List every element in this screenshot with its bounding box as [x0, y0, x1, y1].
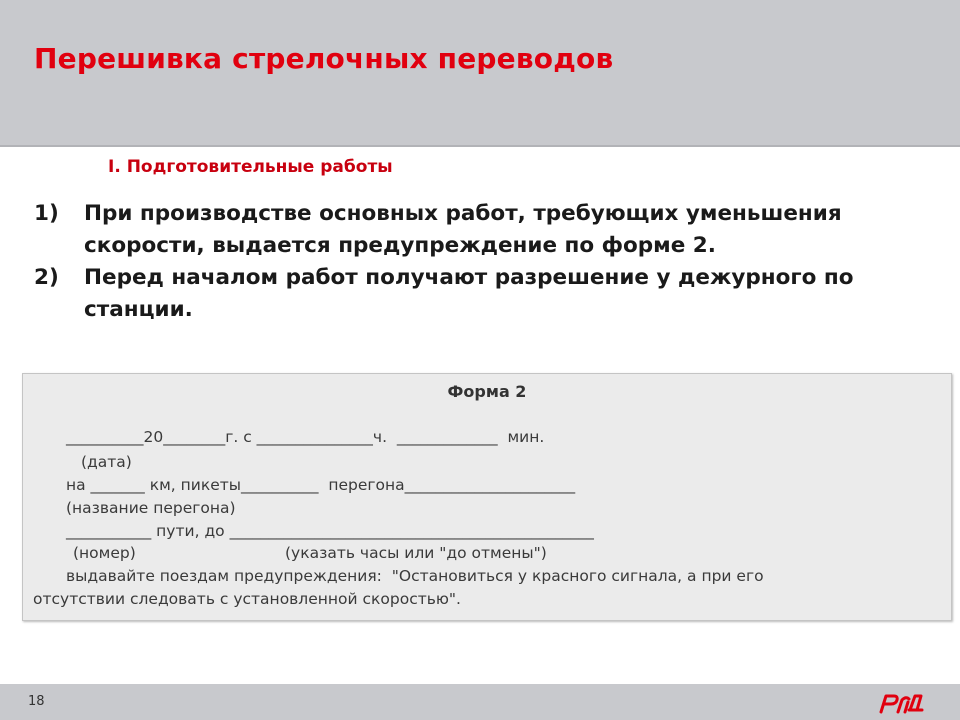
- form-line-instruction-end: отсутствии следовать с установленной скоростью".: [33, 590, 461, 608]
- form-line-instruction: выдавайте поездам предупреждения: "Остановиться у красного сигнала, а при его: [66, 567, 764, 585]
- form-caption-time: (указать часы или "до отмены"): [285, 544, 547, 562]
- form-2-image: [22, 373, 952, 621]
- form-line-track: ___________ пути, до _______________________________________________: [66, 522, 594, 540]
- list-item-text: При производстве основных работ, требующих уменьшения скорости, выдается предупреждение по форме 2.: [84, 201, 842, 258]
- form-line-date: __________20________г. с _______________ч. _____________ мин.: [66, 428, 545, 446]
- list-item-number: 2): [34, 265, 59, 290]
- form-caption-number: (номер): [73, 544, 136, 562]
- form-title: Форма 2: [447, 382, 527, 401]
- page-number: 18: [28, 694, 45, 709]
- form-caption-stretch: (название перегона): [66, 499, 236, 517]
- form-line-km: на _______ км, пикеты__________ перегона______________________: [66, 476, 576, 494]
- list-item: [34, 198, 934, 262]
- list-item-number: 1): [34, 201, 59, 226]
- rzd-logo-icon: [876, 688, 924, 720]
- slide-title: Перешивка стрелочных переводов: [34, 42, 614, 75]
- instruction-list: [34, 198, 934, 326]
- section-heading: I. Подготовительные работы: [108, 157, 393, 177]
- header-band: [0, 0, 960, 147]
- list-item: [34, 262, 934, 326]
- footer-band: [0, 684, 960, 720]
- form-caption-date: (дата): [81, 453, 132, 471]
- list-item-text: Перед началом работ получают разрешение у дежурного по станции.: [84, 265, 854, 322]
